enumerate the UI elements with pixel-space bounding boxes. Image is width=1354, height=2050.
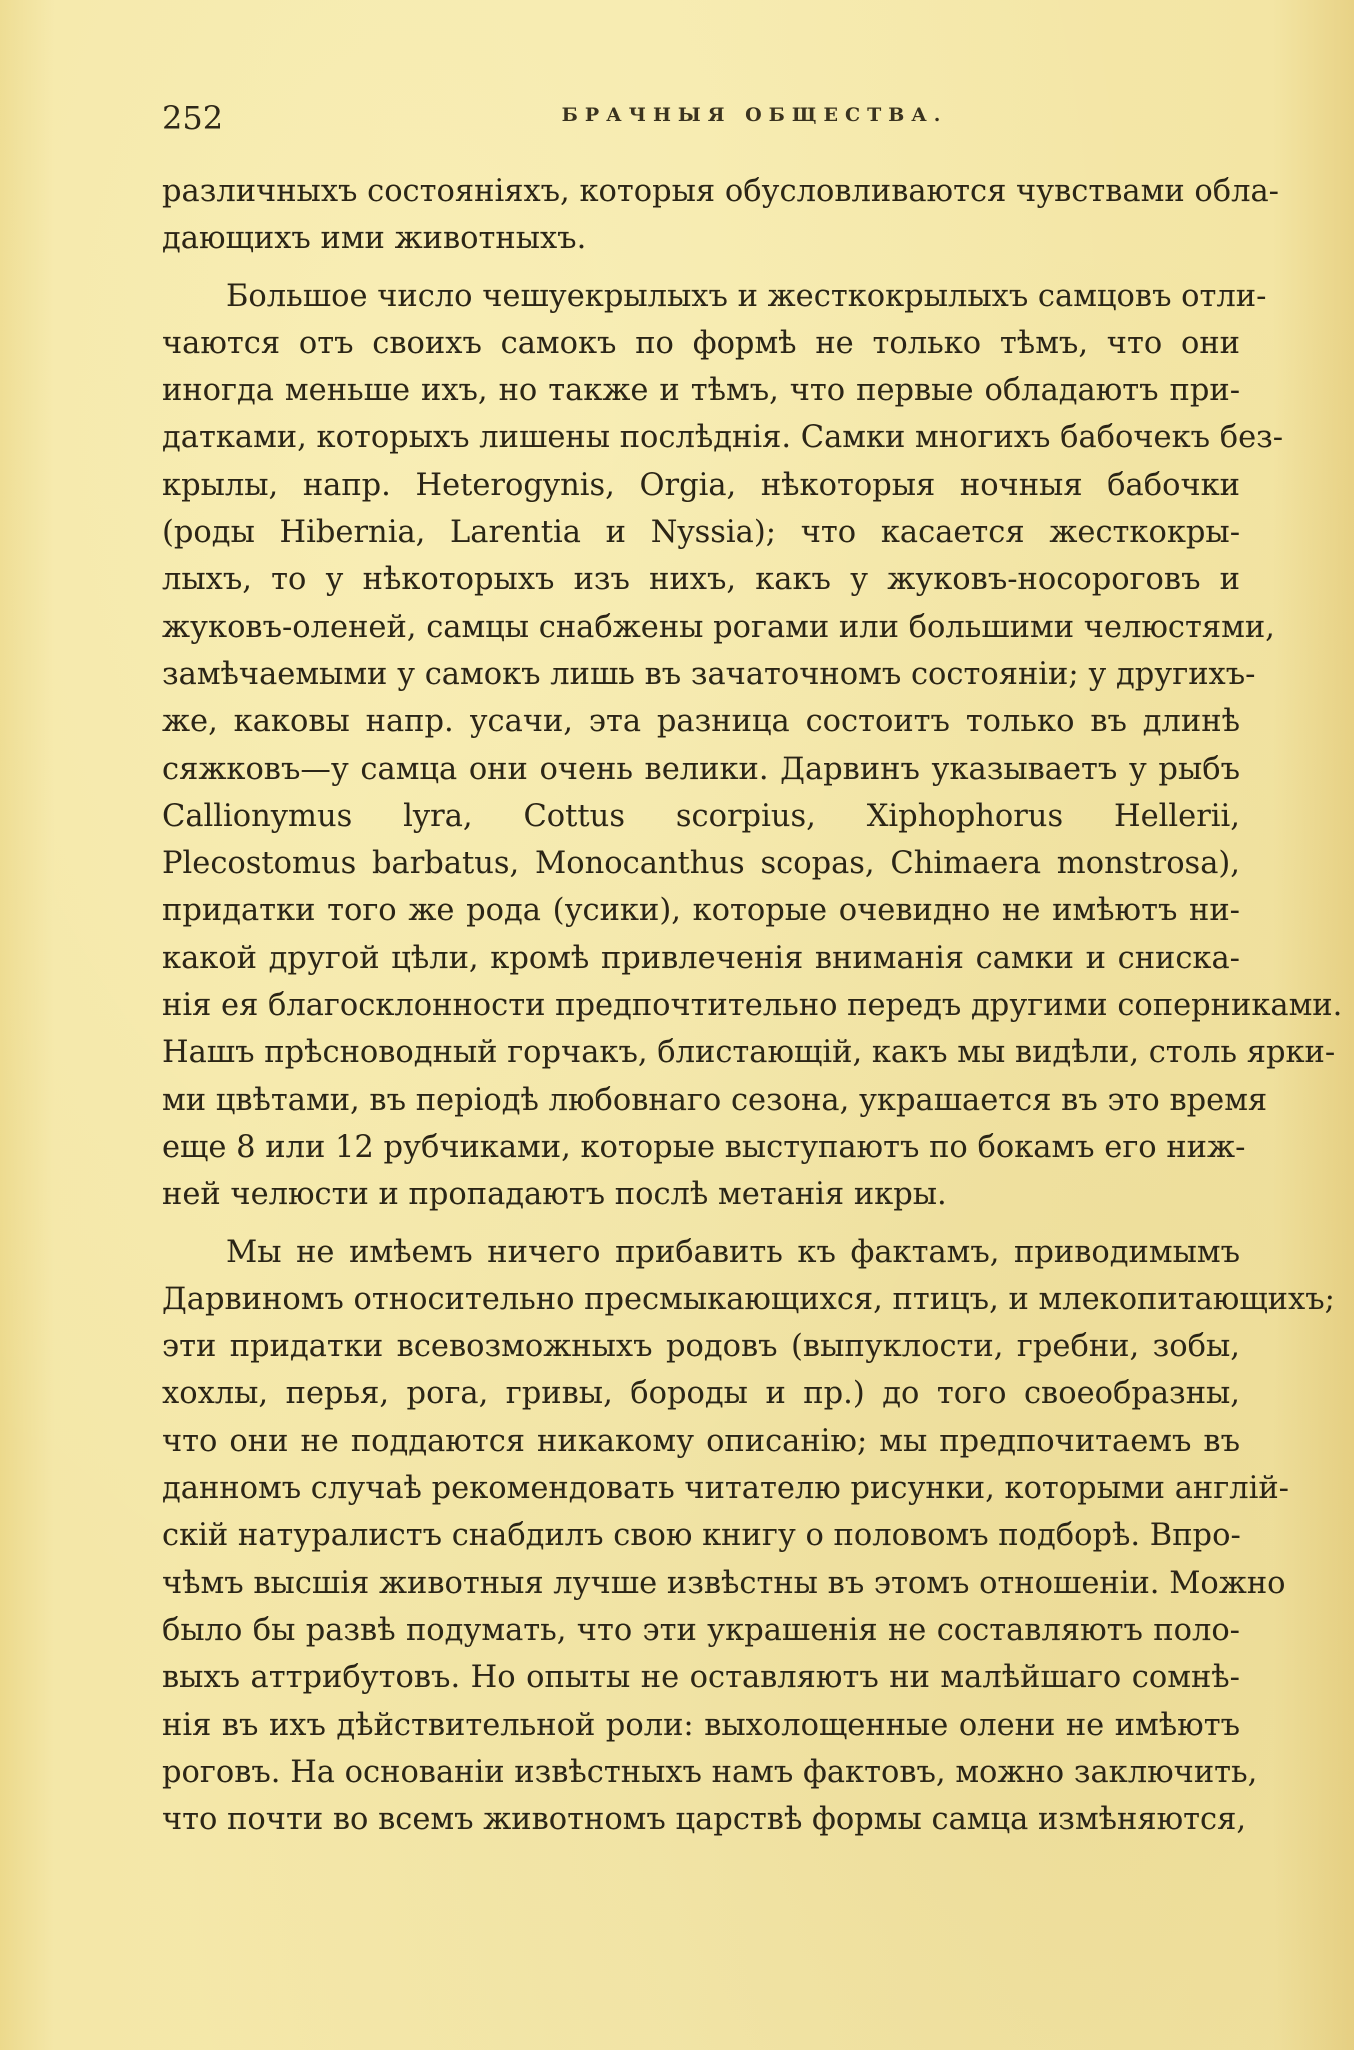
text-line: Plecostomus barbatus, Monocanthus scopas, Chimaera monstrosa), <box>162 846 1240 882</box>
text-line: (роды Hibernia, Larentia и Nyssia); что касается жесткокры- <box>162 515 1240 551</box>
body-text <box>162 168 1343 1843</box>
text-line: роговъ. На основаніи извѣстныхъ намъ фактовъ, можно заключить, <box>162 1754 1258 1790</box>
text-line: выхъ аттрибутовъ. Но опыты не оставляютъ ни малѣйшаго сомнѣ- <box>162 1660 1240 1696</box>
text-line: Большое число чешуекрылыхъ и жесткокрылыхъ самцовъ отли- <box>226 278 1267 314</box>
text-line: Нашъ прѣсноводный горчакъ, блистающій, какъ мы видѣли, столь ярки- <box>162 1035 1336 1071</box>
text-line: эти придатки всевозможныхъ родовъ (выпуклости, гребни, зобы, <box>162 1329 1240 1365</box>
text-line: датками, которыхъ лишены послѣднія. Самки многихъ бабочекъ без- <box>162 420 1284 456</box>
text-line: жуковъ-оленей, самцы снабжены рогами или большими челюстями, <box>162 609 1275 645</box>
text-line: чаются отъ своихъ самокъ по формѣ не только тѣмъ, что они <box>162 325 1240 361</box>
text-line: ней челюсти и пропадаютъ послѣ метанія икры. <box>162 1177 947 1213</box>
text-line: лыхъ, то у нѣкоторыхъ изъ нихъ, какъ у жуковъ-носороговъ и <box>162 562 1240 598</box>
text-line: чѣмъ высшія животныя лучше извѣстны въ этомъ отношеніи. Можно <box>162 1565 1286 1601</box>
text-line: было бы развѣ подумать, что эти украшенія не составляютъ поло- <box>162 1612 1240 1648</box>
text-line: еще 8 или 12 рубчиками, которые выступаютъ по бокамъ его ниж- <box>162 1129 1246 1165</box>
text-line: какой другой цѣли, кромѣ привлеченія вниманія самки и сниска- <box>162 940 1240 976</box>
text-line: иногда меньше ихъ, но также и тѣмъ, что первые обладаютъ при- <box>162 373 1240 409</box>
text-line: крылы, напр. Heterogynis, Orgia, нѣкоторыя ночныя бабочки <box>162 467 1240 503</box>
text-line: нія ея благосклонности предпочтительно передъ другими соперниками. <box>162 988 1343 1024</box>
text-line: данномъ случаѣ рекомендовать читателю рисунки, которыми англій- <box>162 1471 1289 1507</box>
text-line: что они не поддаются никакому описанію; мы предпочитаемъ въ <box>162 1423 1240 1459</box>
text-line: нія въ ихъ дѣйствительной роли: выхолощенные олени не имѣютъ <box>162 1707 1240 1743</box>
text-line: замѣчаемыми у самокъ лишь въ зачаточномъ состояніи; у другихъ- <box>162 656 1256 692</box>
text-line: ми цвѣтами, въ періодѣ любовнаго сезона, украшается въ это время <box>162 1082 1268 1118</box>
text-line: придатки того же рода (усики), которые очевидно не имѣютъ ни- <box>162 893 1240 929</box>
text-line: Callionymus lyra, Cottus scorpius, Xiphophorus Hellerii, <box>162 798 1240 834</box>
text-line: что почти во всемъ животномъ царствѣ формы самца измѣняются, <box>162 1802 1247 1838</box>
text-line: же, каковы напр. усачи, эта разница состоитъ только въ длинѣ <box>162 704 1240 740</box>
text-line: хохлы, перья, рога, гривы, бороды и пр.) до того своеобразны, <box>162 1376 1240 1412</box>
text-line: сяжковъ—у самца они очень велики. Дарвинъ указываетъ у рыбъ <box>162 751 1240 787</box>
text-line: скій натуралистъ снабдилъ свою книгу о половомъ подборѣ. Впро- <box>162 1518 1241 1554</box>
text-line: Мы не имѣемъ ничего прибавить къ фактамъ, приводимымъ <box>226 1234 1240 1270</box>
text-line: дающихъ ими животныхъ. <box>162 221 587 257</box>
text-line: различныхъ состояніяхъ, которыя обусловливаются чувствами обла- <box>162 174 1279 209</box>
text-line: Дарвиномъ относительно пресмыкающихся, птицъ, и млекопитающихъ; <box>162 1281 1335 1317</box>
page-header <box>162 98 1237 144</box>
running-title: БРАЧНЫЯ ОБЩЕСТВА. <box>561 104 948 126</box>
page-number: 252 <box>162 99 224 137</box>
